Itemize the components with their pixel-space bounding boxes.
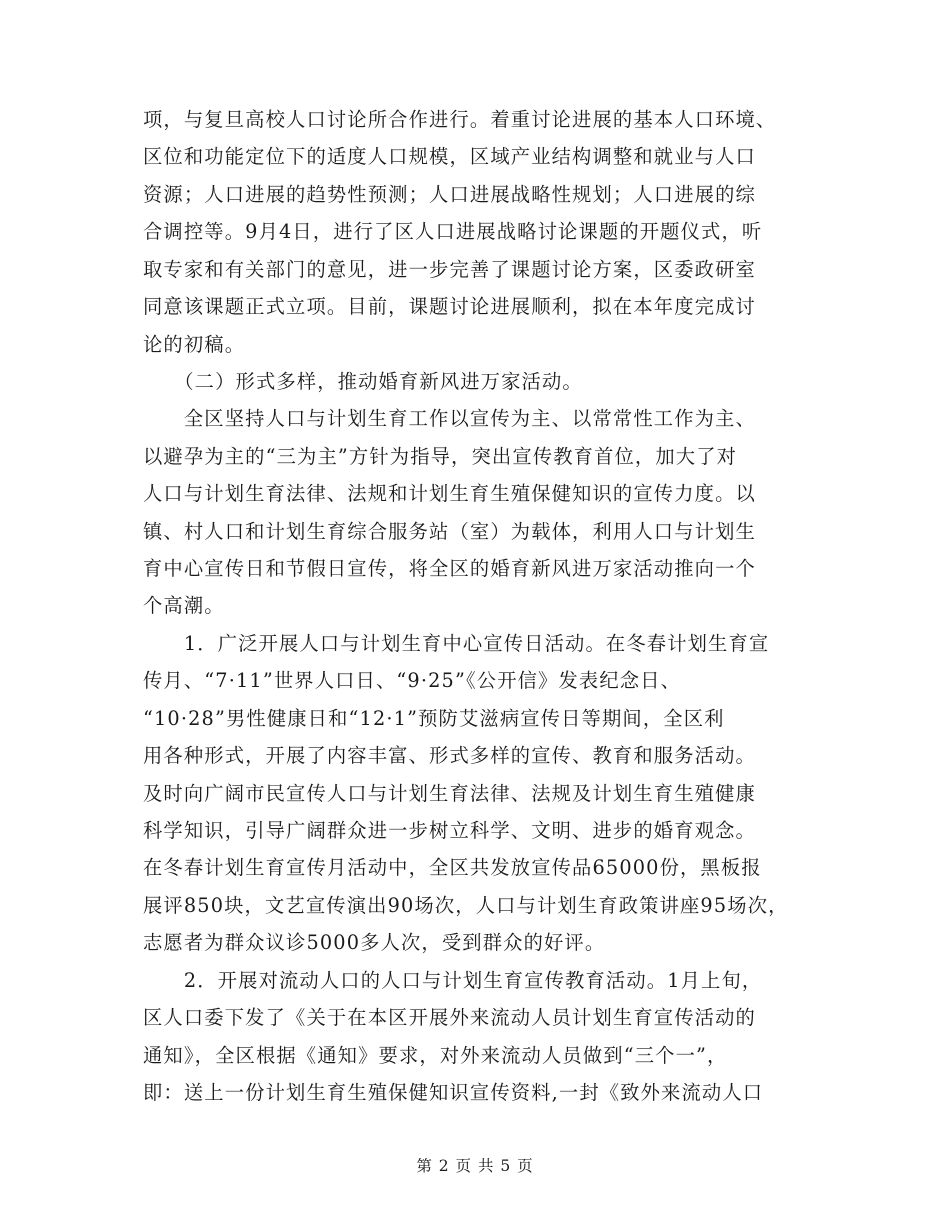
- text-line: 项，与复旦高校人口讨论所合作进行。着重讨论进展的基本人口环境、: [143, 108, 777, 131]
- text-line: 志愿者为群众议诊5000多人次，受到群众的好评。: [143, 931, 606, 955]
- text-line: 个高潮。: [143, 594, 225, 618]
- text-line: 1．广泛开展人口与计划生育中心宣传日活动。在冬春计划生育宣: [143, 631, 770, 655]
- page-footer: 第 2 页 共 5 页: [416, 1157, 534, 1175]
- text-line: 论的初稿。: [143, 332, 246, 356]
- text-line: 展评850块，文艺宣传演出90场次，人口与计划生育政策讲座95场次，: [143, 893, 789, 917]
- text-line: 以避孕为主的“三为主”方针为指导，突出宣传教育首位，加大了对: [143, 444, 738, 468]
- text-line: 取专家和有关部门的意见，进一步完善了课题讨论方案，区委政研室: [143, 257, 756, 281]
- text-line: 人口与计划生育法律、法规和计划生育生殖保健知识的宣传力度。以: [143, 482, 756, 506]
- text-line: 合调控等。9月4日，进行了区人口进展战略讨论课题的开题仪式，听: [143, 220, 763, 244]
- text-line: “10·28”男性健康日和“12·1”预防艾滋病宣传日等期间，全区利: [143, 706, 725, 730]
- text-line: 全区坚持人口与计划生育工作以宣传为主、以常常性工作为主、: [143, 407, 756, 431]
- text-line: 同意该课题正式立项。目前，课题讨论进展顺利，拟在本年度完成讨: [143, 295, 756, 319]
- text-line: 区位和功能定位下的适度人口规模，区域产业结构调整和就业与人口: [143, 145, 756, 169]
- text-line: 镇、村人口和计划生育综合服务站（室）为载体，利用人口与计划生: [143, 519, 756, 543]
- text-line: （二）形式多样，推动婚育新风进万家活动。: [143, 369, 583, 393]
- text-line: 2．开展对流动人口的人口与计划生育宣传教育活动。1月上旬，: [143, 968, 763, 992]
- text-line: 传月、“7·11”世界人口日、“9·25”《公开信》发表纪念日、: [143, 669, 682, 693]
- text-line: 育中心宣传日和节假日宣传，将全区的婚育新风进万家活动推向一个: [143, 557, 756, 581]
- text-line: 区人口委下发了《关于在本区开展外来流动人员计划生育宣传活动的: [143, 1006, 756, 1030]
- text-line: 即：送上一份计划生育生殖保健知识宣传资料,一封《致外来流动人口: [143, 1080, 764, 1104]
- text-line: 科学知识，引导广阔群众进一步树立科学、文明、进步的婚育观念。: [143, 818, 756, 842]
- text-line: 用各种形式，开展了内容丰富、形式多样的宣传、教育和服务活动。: [143, 744, 756, 768]
- text-line: 及时向广阔市民宣传人口与计划生育法律、法规及计划生育生殖健康: [143, 781, 756, 805]
- text-line: 资源；人口进展的趋势性预测；人口进展战略性规划；人口进展的综: [143, 182, 756, 206]
- text-line: 在冬春计划生育宣传月活动中，全区共发放宣传品65000份，黑板报: [143, 856, 762, 880]
- text-line: 通知》，全区根据《通知》要求，对外来流动人员做到“三个一”，: [143, 1043, 728, 1067]
